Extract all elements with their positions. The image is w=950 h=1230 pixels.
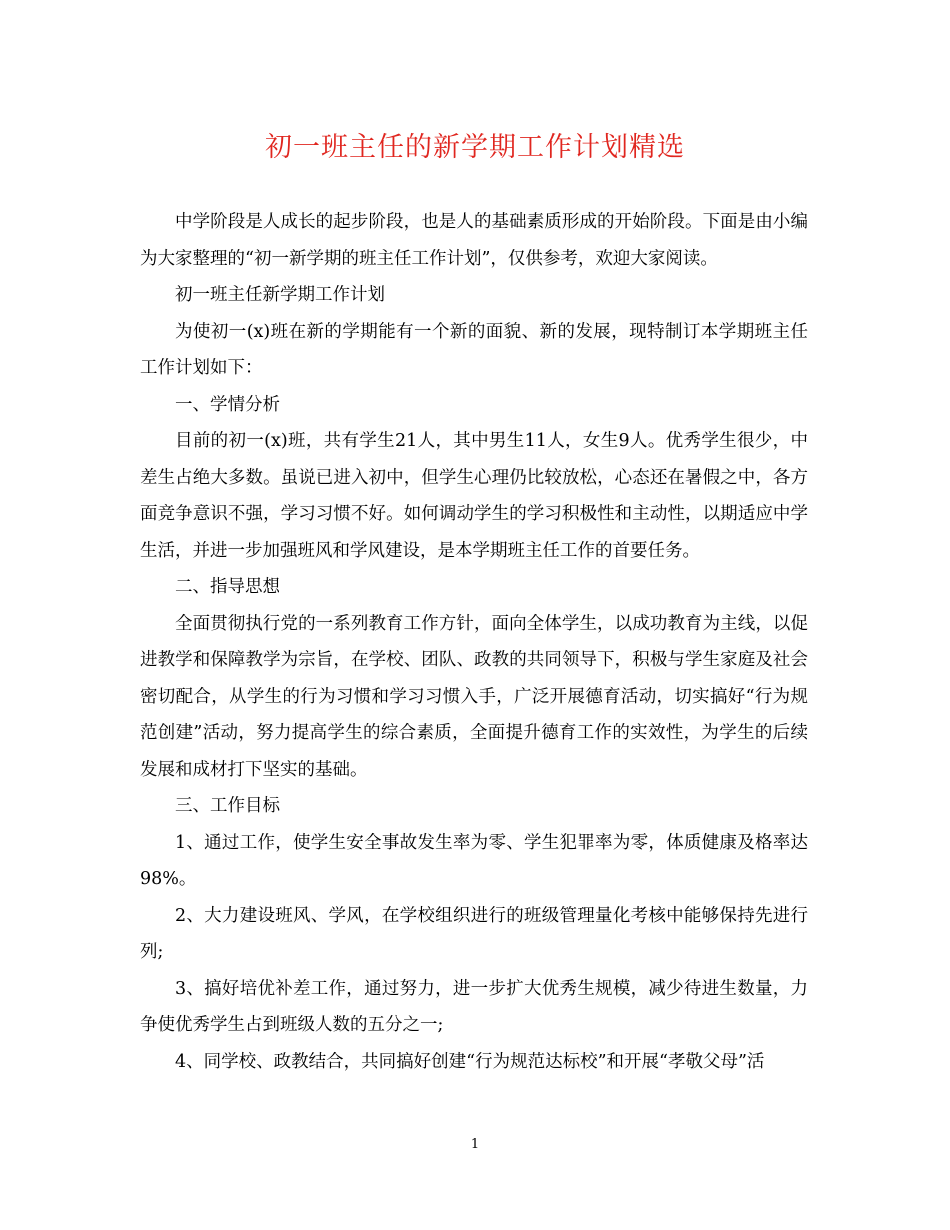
section-heading-analysis: 一、学情分析	[175, 394, 280, 415]
document-title: 初一班主任的新学期工作计划精选	[265, 132, 685, 163]
subtitle-paragraph: 初一班主任新学期工作计划	[175, 285, 385, 305]
purpose-paragraph: 为使初一(x)班在新的学期能有一个新的面貌、新的发展，现特制订本学期班主任工作计划如下：	[140, 321, 808, 378]
intro-paragraph: 中学阶段是人成长的起步阶段，也是人的基础素质形成的开始阶段。下面是由小编为大家整理的“初一新学期的班主任工作计划”，仅供参考，欢迎大家阅读。	[140, 212, 808, 269]
section-heading-guideline: 二、指导思想	[175, 577, 280, 597]
page-number: 1	[470, 1137, 480, 1152]
goal-item: 2、大力建设班风、学风，在学校组织进行的班级管理量化考核中能够保持先进行列;	[140, 905, 808, 962]
goal-item: 1、通过工作，使学生安全事故发生率为零、学生犯罪率为零，体质健康及格率达98%。	[140, 832, 808, 889]
document-body	[140, 204, 808, 1080]
goal-item: 4、同学校、政教结合，共同搞好创建“行为规范达标校”和开展“孝敬父母”活	[175, 1051, 765, 1072]
guideline-paragraph: 全面贯彻执行党的一系列教育工作方针，面向全体学生，以成功教育为主线，以促进教学和保障教学为宗旨，在学校、团队、政教的共同领导下，积极与学生家庭及社会密切配合，从学生的行为习惯和学习习惯入手，广泛开展德育活动，切实搞好“行为规范创建”活动，努力提高学生的综合素质，全面提升德育工作的实效性，为学生的后续发展和成材打下坚实的基础。	[140, 613, 808, 780]
section-heading-goals: 三、工作目标	[175, 796, 280, 816]
goal-item: 3、搞好培优补差工作，通过努力，进一步扩大优秀生规模，减少待进生数量，力争使优秀学生占到班级人数的五分之一;	[140, 978, 808, 1035]
analysis-paragraph: 目前的初一(x)班，共有学生21人，其中男生11人，女生9人。优秀学生很少，中差生占绝大多数。虽说已进入初中，但学生心理仍比较放松，心态还在暑假之中，各方面竞争意识不强，学习习惯不好。如何调动学生的学习积极性和主动性，以期适应中学生活，并进一步加强班风和学风建设，是本学期班主任工作的首要任务。	[140, 431, 808, 561]
